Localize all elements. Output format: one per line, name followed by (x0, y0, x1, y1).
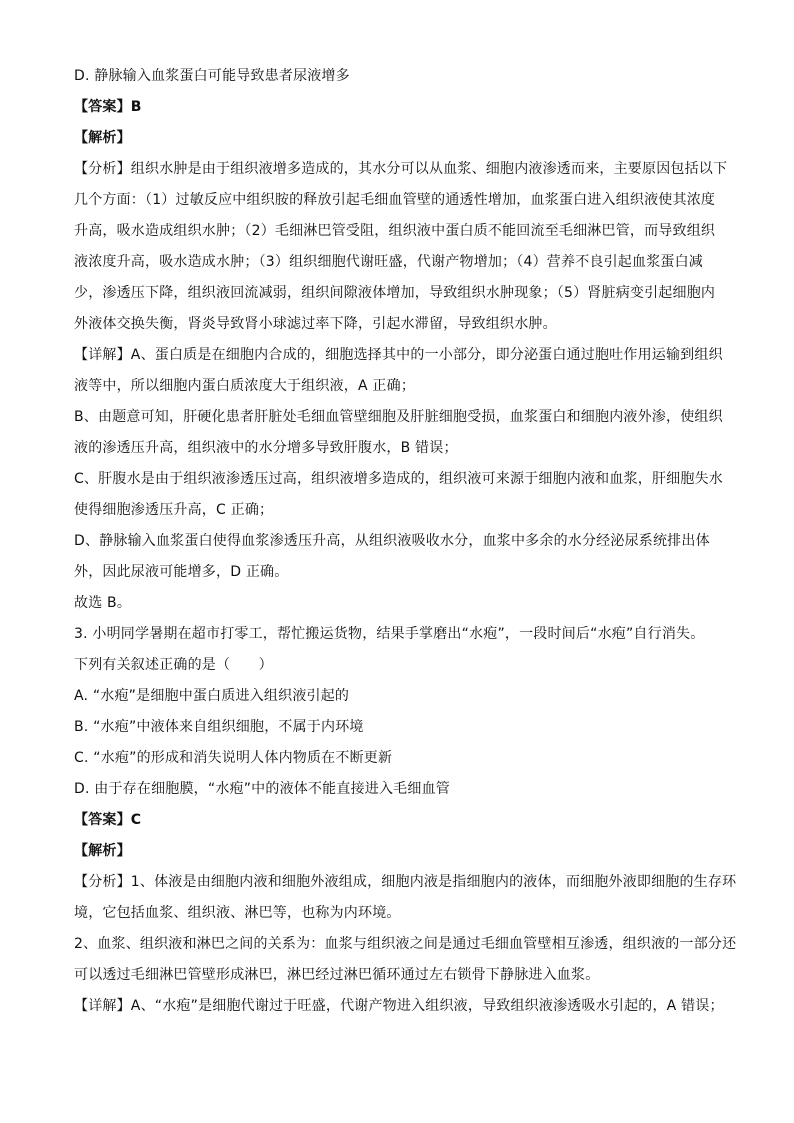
analysis-label: 【解析】 (74, 843, 131, 859)
detail-text-line: B、由题意可知，肝硬化患者肝脏处毛细血管壁细胞及肝脏细胞受损，血浆蛋白和细胞内液外渗，使组织 (74, 409, 723, 425)
option-c-line: C. “水疱”的形成和消失说明人体内物质在不断更新 (74, 750, 393, 766)
analysis-text-line: 2、血浆、组织液和淋巴之间的关系为：血浆与组织液之间是通过毛细血管壁相互渗透，组织液的一部分还 (74, 936, 737, 952)
analysis-text-line: 几个方面：（1）过敏反应中组织胺的释放引起毛细血管壁的通透性增加，血浆蛋白进入组织液使其浓度 (74, 192, 716, 208)
detail-text-line: C、肝腹水是由于组织液渗透压过高，组织液增多造成的，组织液可来源于细胞内液和血浆，肝细胞失水 (74, 471, 723, 487)
analysis-text-line: 少，渗透压下降，组织液回流减弱，组织间隙液体增加，导致组织水肿现象；（5）肾脏病变引起细胞内 (74, 285, 716, 301)
analysis-text-line: 外液体交换失衡，肾炎导致肾小球滤过率下降，引起水滞留，导致组织水肿。 (74, 316, 557, 332)
conclusion-line: 故选 B。 (74, 595, 132, 611)
analysis-text-line: 【分析】1、体液是由细胞内液和细胞外液组成，细胞内液是指细胞内的液体，而细胞外液即细胞的生存环 (74, 874, 737, 890)
detail-text-line: 【详解】A、蛋白质是在细胞内合成的，细胞选择其中的一小部分，即分泌蛋白通过胞吐作用运输到组织 (74, 347, 723, 363)
detail-text-line: 外，因此尿液可能增多，D 正确。 (74, 564, 289, 580)
detail-text-line: 液的渗透压升高，组织液中的水分增多导致肝腹水，B 错误； (74, 440, 458, 456)
option-b-line: B. “水疱”中液体来自组织细胞，不属于内环境 (74, 719, 364, 735)
analysis-text-line: 可以透过毛细淋巴管壁形成淋巴，淋巴经过淋巴循环通过左右锁骨下静脉进入血浆。 (74, 967, 600, 983)
question-3-stem: 3. 小明同学暑期在超市打零工，帮忙搬运货物，结果手掌磨出“水疱”，一段时间后“水疱”自行消失。 (74, 626, 705, 642)
answer-label: 【答案】C (74, 812, 142, 828)
detail-text-line: 【详解】A、“水疱”是细胞代谢过于旺盛，代谢产物进入组织液，导致组织液渗透吸水引起的，A 错误； (74, 998, 724, 1014)
analysis-text-line: 境，它包括血浆、组织液、淋巴等，也称为内环境。 (74, 905, 401, 921)
detail-text-line: 液等中，所以细胞内蛋白质浓度大于组织液，A 正确； (74, 378, 416, 394)
question-3-stem: 下列有关叙述正确的是（ ） (74, 657, 273, 673)
option-a-line: A. “水疱”是细胞中蛋白质进入组织液引起的 (74, 688, 350, 704)
analysis-text-line: 液浓度升高，吸水造成水肿；（3）组织细胞代谢旺盛，代谢产物增加；（4）营养不良引起血浆蛋白减 (74, 254, 704, 270)
analysis-text-line: 【分析】组织水肿是由于组织液增多造成的，其水分可以从血浆、细胞内液渗透而来，主要原因包括以下 (74, 161, 728, 177)
detail-text-line: D、静脉输入血浆蛋白使得血浆渗透压升高，从组织液吸收水分，血浆中多余的水分经泌尿系统排出体 (74, 533, 710, 549)
detail-text-line: 使得细胞渗透压升高，C 正确； (74, 502, 274, 518)
analysis-label: 【解析】 (74, 130, 131, 146)
option-d-line: D. 由于存在细胞膜，“水疱”中的液体不能直接进入毛细血管 (74, 781, 450, 797)
answer-label: 【答案】B (74, 99, 142, 115)
analysis-text-line: 升高，吸水造成组织水肿；（2）毛细淋巴管受阻，组织液中蛋白质不能回流至毛细淋巴管，而导致组织 (74, 223, 716, 239)
option-d-line: D. 静脉输入血浆蛋白可能导致患者尿液增多 (74, 68, 350, 84)
